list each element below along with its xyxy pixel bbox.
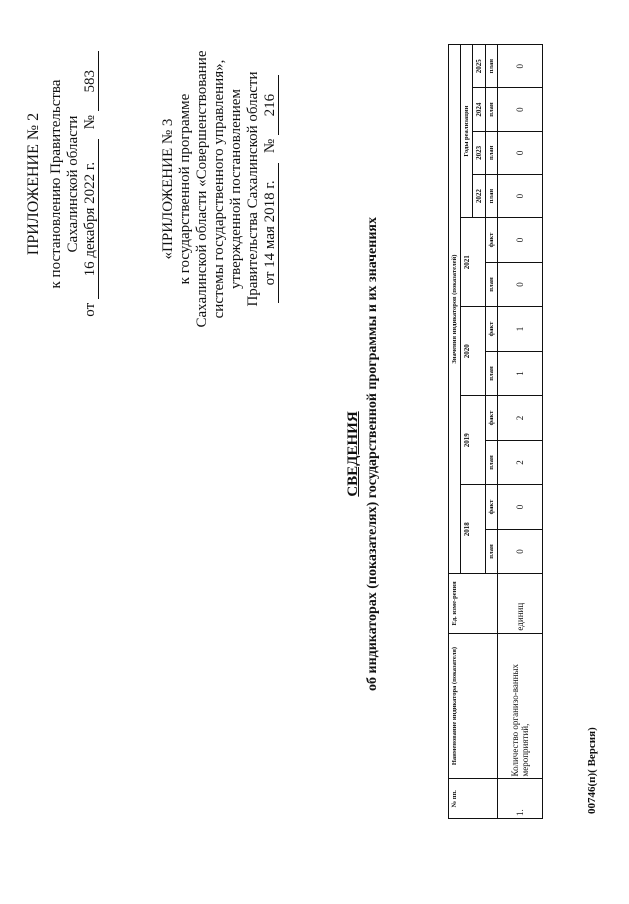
values-group-header: Значения индикаторов (показателей) [449,45,461,574]
cell-2020-plan: 1 [498,351,543,396]
year-2018: 2018 [461,485,486,574]
table-row [498,45,543,819]
cell-2019-plan: 2 [498,440,543,485]
year-2020: 2020 [461,307,486,396]
year-2019: 2019 [461,396,486,485]
row-unit: единиц [498,574,543,633]
year-2022: 2022 [473,174,486,217]
cell-2024-plan: 0 [498,88,543,131]
cell-2020-fact: 1 [498,307,543,352]
plan-label: план [486,262,498,307]
sub-line-4: утвержденной постановлением [228,89,244,289]
indicators-table [448,44,543,819]
plan-label: план [486,88,498,131]
col-num-header: № пп. [449,779,498,819]
plan-label: план [486,131,498,174]
document-title [345,154,381,754]
header-date: 16 декабря 2022 г. [83,139,99,299]
plan-label: план [486,440,498,485]
fact-label: факт [486,396,498,441]
sub-line-3: системы государственного управления», [211,59,227,319]
cell-2021-plan: 0 [498,262,543,307]
fact-label: факт [486,218,498,263]
plan-label: план [486,351,498,396]
plan-label: план [486,529,498,574]
num-label: № [82,115,98,130]
sub-line-1: к государственной программе [177,93,193,285]
cell-2018-plan: 0 [498,529,543,574]
sub-date-row [262,4,279,374]
resolution-header [25,14,99,354]
cell-2018-fact: 0 [498,485,543,530]
years-group-header: Годы реализации [461,45,473,218]
header-date-row [82,14,99,354]
sub-line-2: Сахалинской области «Совершенствование [194,50,210,328]
plan-label: план [486,174,498,217]
title-sub: об индикаторах (показателях) государственной программы и их значениях [365,217,380,691]
header-line-2: Сахалинской области [65,115,81,253]
sub-date: от 14 мая 2018 г. [263,163,279,303]
row-name: Количество организо-ванных мероприятий, [498,633,543,779]
document-version-footer: 00746(п)( Версия) [586,727,598,814]
sub-num-label: № [262,138,278,154]
cell-2022-plan: 0 [498,174,543,217]
sub-number: 216 [263,75,279,135]
title-main: СВЕДЕНИЯ [345,411,361,497]
cell-2021-fact: 0 [498,218,543,263]
fact-label: факт [486,307,498,352]
cell-2019-fact: 2 [498,396,543,441]
program-subheader [160,4,279,374]
header-line-1: к постановлению Правительства [48,79,64,289]
plan-label: план [486,45,498,88]
cell-2023-plan: 0 [498,131,543,174]
year-2025: 2025 [473,45,486,88]
cell-2025-plan: 0 [498,45,543,88]
table-header-row-1 [449,45,461,819]
from-label: от [82,302,98,317]
year-2023: 2023 [473,131,486,174]
sub-line-5: Правительства Сахалинской области [245,71,261,307]
year-2024: 2024 [473,88,486,131]
header-number: 583 [83,51,99,111]
year-2021: 2021 [461,218,486,307]
col-unit-header: Ед. изме-рения [449,574,498,633]
fact-label: факт [486,485,498,530]
col-name-header: Наименование индикатора (показателя) [449,633,498,779]
sub-appendix: «ПРИЛОЖЕНИЕ № 3 [160,118,176,260]
appendix-title: ПРИЛОЖЕНИЕ № 2 [25,112,42,256]
row-num: 1. [498,779,543,819]
